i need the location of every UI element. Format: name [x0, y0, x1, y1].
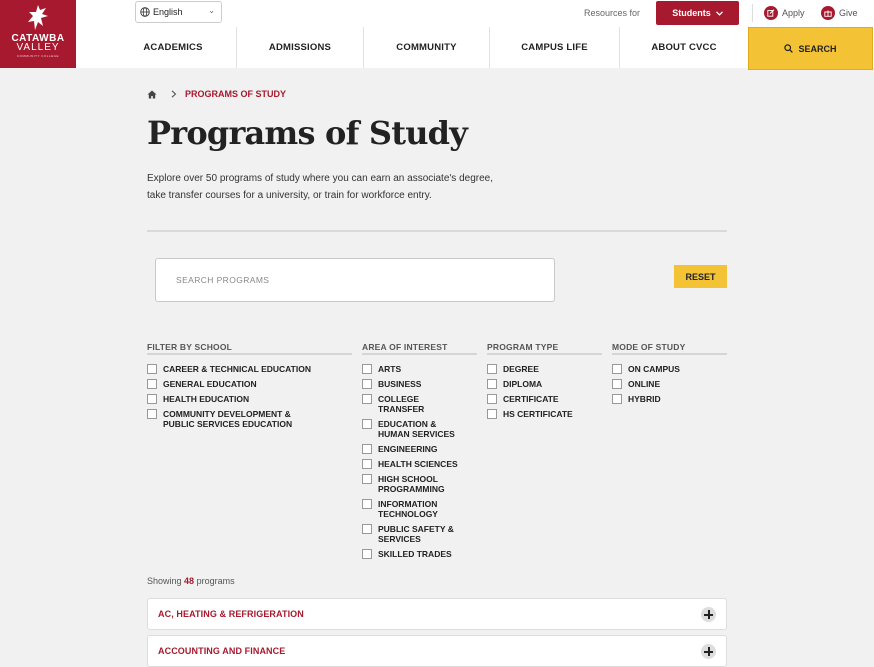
checkbox[interactable] — [612, 379, 622, 389]
filter-heading: MODE OF STUDY — [612, 342, 727, 355]
language-value: English — [153, 7, 183, 17]
logo-line-3: COMMUNITY COLLEGE — [17, 54, 59, 58]
filter-option[interactable] — [147, 409, 352, 429]
checkbox[interactable] — [487, 364, 497, 374]
filter-option[interactable] — [612, 394, 727, 404]
filter-option-label: ONLINE — [628, 379, 661, 389]
filter-option-label: GENERAL EDUCATION — [163, 379, 257, 389]
divider — [147, 230, 727, 232]
site-search-label: SEARCH — [798, 43, 837, 54]
filter-option[interactable] — [147, 394, 352, 404]
filter-option[interactable] — [362, 444, 477, 454]
logo-line-2: VALLEY — [16, 42, 60, 53]
page-intro — [147, 170, 547, 204]
home-icon[interactable] — [147, 90, 157, 99]
filter-option-label: DEGREE — [503, 364, 539, 374]
filter-option[interactable] — [362, 474, 477, 494]
apply-label: Apply — [782, 8, 805, 18]
breadcrumb — [147, 89, 286, 99]
filter-option-label: PUBLIC SAFETY & SERVICES — [378, 524, 454, 544]
globe-icon — [140, 7, 150, 17]
search-icon — [784, 44, 793, 53]
filter-option-label: HIGH SCHOOL PROGRAMMING — [378, 474, 445, 494]
checkbox[interactable] — [362, 459, 372, 469]
filter-option[interactable] — [147, 364, 352, 374]
nav-admissions[interactable]: ADMISSIONS — [237, 27, 364, 68]
logo-line-1: CATAWBA — [11, 33, 65, 44]
program-accordion-item[interactable] — [147, 635, 727, 667]
site-search-button[interactable] — [748, 27, 873, 70]
hawk-icon — [26, 4, 50, 34]
resources-for-label: Resources for — [584, 8, 641, 18]
filter-option-label: HEALTH EDUCATION — [163, 394, 250, 404]
nav-community[interactable]: COMMUNITY — [364, 27, 490, 68]
give-link[interactable] — [821, 6, 858, 20]
filter-option-label: CERTIFICATE — [503, 394, 559, 404]
language-select[interactable] — [135, 1, 222, 23]
college-logo[interactable] — [0, 0, 76, 68]
nav-about-cvcc[interactable]: ABOUT CVCC — [651, 42, 717, 53]
filter-option[interactable] — [612, 364, 727, 374]
filter-option-label: DIPLOMA — [503, 379, 543, 389]
plus-icon[interactable] — [701, 607, 716, 622]
filter-program-type — [487, 342, 602, 424]
checkbox[interactable] — [147, 379, 157, 389]
page-title: Programs of Study — [147, 114, 468, 152]
filter-option-label: INFORMATION TECHNOLOGY — [378, 499, 438, 519]
filter-option-label: SKILLED TRADES — [378, 549, 452, 559]
chevron-right-icon — [171, 90, 177, 98]
program-search-box — [155, 258, 555, 302]
filter-option-label: COMMUNITY DEVELOPMENT & PUBLIC SERVICES EDUCATION — [163, 409, 293, 429]
filter-heading: PROGRAM TYPE — [487, 342, 602, 355]
audience-label: Students — [672, 8, 711, 18]
checkbox[interactable] — [362, 474, 372, 484]
results-prefix: Showing — [147, 576, 182, 586]
checkbox[interactable] — [362, 394, 372, 404]
apply-icon — [764, 6, 778, 20]
checkbox[interactable] — [487, 409, 497, 419]
filter-option-label: COLLEGE TRANSFER — [378, 394, 425, 414]
results-count — [147, 576, 235, 586]
divider — [752, 4, 753, 22]
breadcrumb-current: PROGRAMS OF STUDY — [185, 89, 287, 99]
checkbox[interactable] — [362, 379, 372, 389]
nav-academics[interactable]: ACADEMICS — [110, 27, 237, 68]
filter-option-label: HEALTH SCIENCES — [378, 459, 458, 469]
program-name: AC, HEATING & REFRIGERATION — [158, 609, 304, 619]
program-accordion-item[interactable] — [147, 598, 727, 630]
filter-option[interactable] — [362, 499, 477, 519]
filter-option[interactable] — [487, 364, 602, 374]
checkbox[interactable] — [362, 524, 372, 534]
filter-option[interactable] — [487, 409, 602, 419]
plus-icon[interactable] — [701, 644, 716, 659]
give-label: Give — [839, 8, 858, 18]
filter-option-label: ON CAMPUS — [628, 364, 680, 374]
checkbox[interactable] — [362, 499, 372, 509]
filter-area-of-interest — [362, 342, 477, 564]
filter-option[interactable] — [362, 549, 477, 559]
intro-line-2: take transfer courses for a university, or train for workforce entry. — [147, 190, 432, 201]
chevron-down-icon: ⌄ — [208, 6, 215, 15]
results-suffix: programs — [196, 576, 235, 586]
filter-option[interactable] — [362, 394, 477, 414]
checkbox[interactable] — [147, 364, 157, 374]
filter-option-label: ENGINEERING — [378, 444, 438, 454]
filter-option[interactable] — [362, 419, 477, 439]
checkbox[interactable] — [147, 409, 157, 419]
results-number: 48 — [184, 576, 195, 586]
filter-option[interactable] — [487, 394, 602, 404]
filter-option[interactable] — [487, 379, 602, 389]
audience-dropdown-button[interactable] — [656, 1, 739, 25]
main-nav — [110, 27, 748, 68]
intro-line-1: Explore over 50 programs of study where you can earn an associate's degree, — [147, 173, 493, 184]
checkbox[interactable] — [362, 419, 372, 429]
filter-option-label: HYBRID — [628, 394, 661, 404]
filter-option[interactable] — [362, 524, 477, 544]
site-header — [0, 0, 874, 68]
filter-option[interactable] — [147, 379, 352, 389]
checkbox[interactable] — [362, 549, 372, 559]
gift-icon — [821, 6, 835, 20]
filter-option[interactable] — [362, 459, 477, 469]
filter-heading: AREA OF INTEREST — [362, 342, 477, 355]
nav-campus-life[interactable]: CAMPUS LIFE — [490, 27, 620, 68]
filter-option[interactable] — [612, 379, 727, 389]
program-search-input[interactable] — [156, 259, 554, 301]
checkbox[interactable] — [612, 394, 622, 404]
apply-link[interactable] — [764, 6, 805, 20]
filter-option-label: BUSINESS — [378, 379, 422, 389]
checkbox[interactable] — [362, 444, 372, 454]
filter-heading: FILTER BY SCHOOL — [147, 342, 352, 355]
filter-mode-of-study — [612, 342, 727, 409]
checkbox[interactable] — [147, 394, 157, 404]
reset-button[interactable]: RESET — [674, 265, 727, 288]
filter-school — [147, 342, 352, 434]
checkbox[interactable] — [487, 379, 497, 389]
chevron-down-icon — [716, 11, 723, 16]
filter-option-label: ARTS — [378, 364, 402, 374]
filter-option[interactable] — [362, 364, 477, 374]
filter-option-label: CAREER & TECHNICAL EDUCATION — [163, 364, 311, 374]
program-name: ACCOUNTING AND FINANCE — [158, 646, 286, 656]
checkbox[interactable] — [612, 364, 622, 374]
filter-option-label: HS CERTIFICATE — [503, 409, 573, 419]
checkbox[interactable] — [362, 364, 372, 374]
filter-option[interactable] — [362, 379, 477, 389]
checkbox[interactable] — [487, 394, 497, 404]
filter-option-label: EDUCATION & HUMAN SERVICES — [378, 419, 455, 439]
